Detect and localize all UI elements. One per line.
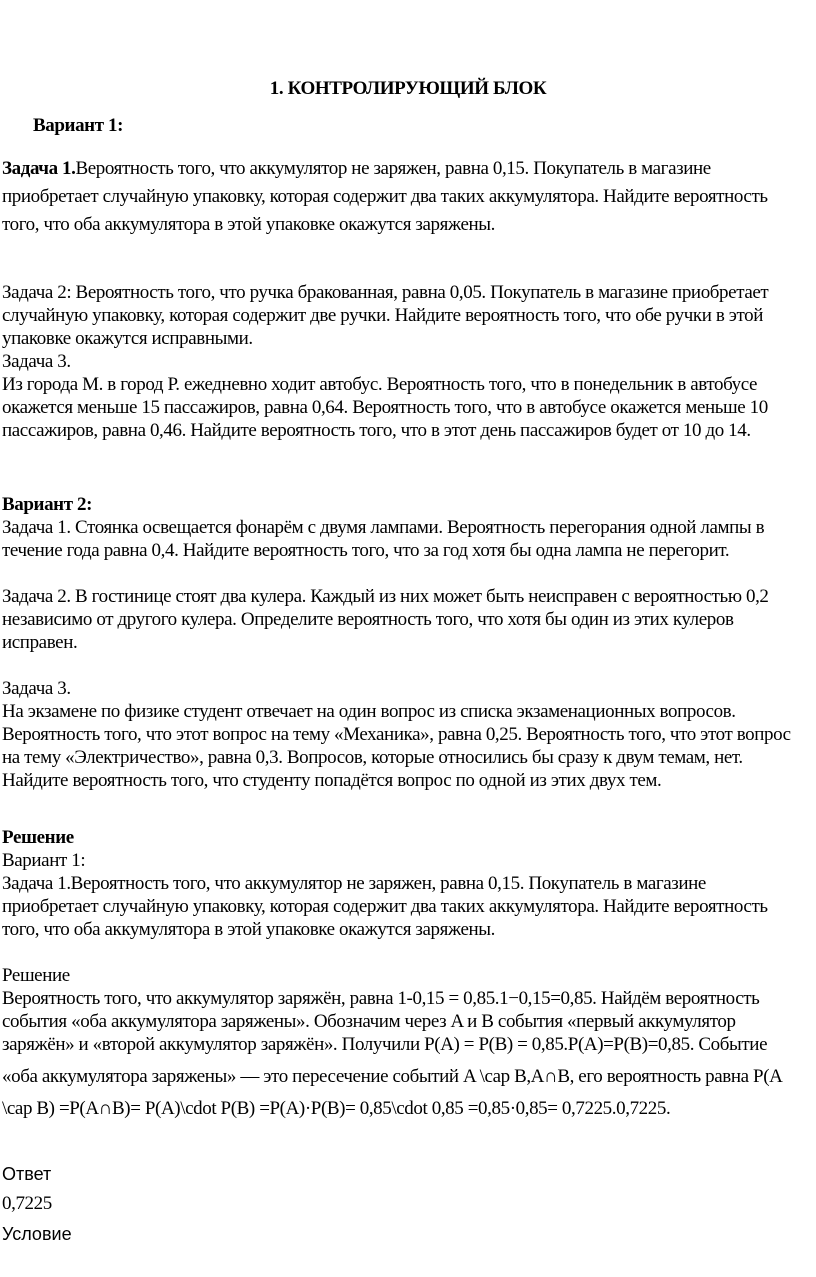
variant-2 bbox=[2, 493, 812, 792]
v1-task-1-line-2: приобретает случайную упаковку, которая содержит два таких аккумулятора. Найдите вероятность bbox=[2, 186, 768, 207]
v2-task-3-line-1: Задача 3. bbox=[2, 678, 71, 699]
v2-task-1-line-1: Задача 1. Стоянка освещается фонарём с двумя лампами. Вероятность перегорания одной лампы в bbox=[2, 517, 765, 538]
v2-task-1-line-2: течение года равна 0,4. Найдите вероятность того, что за год хотя бы одна лампа не перегорит. bbox=[2, 540, 730, 561]
variant-1-title: Вариант 1: bbox=[33, 115, 124, 136]
v2-task-2-line-2: независимо от другого кулера. Определите вероятность того, что хотя бы один из этих кулеров bbox=[2, 609, 734, 630]
v1-task-3-line-1: Задача 3. bbox=[2, 351, 71, 372]
spacer bbox=[2, 654, 812, 677]
answer-label: Ответ bbox=[2, 1164, 52, 1184]
solution-task-line-1: Задача 1.Вероятность того, что аккумулятор не заряжен, равна 0,15. Покупатель в магазине bbox=[2, 873, 706, 894]
condition-label: Условие bbox=[2, 1224, 72, 1244]
v1-task-1-label: Задача 1. bbox=[2, 158, 76, 179]
v1-task-2-line-2: случайную упаковку, которая содержит две ручки. Найдите вероятность того, что обе ручки в этой bbox=[2, 305, 764, 326]
v1-task-1-line-1: Задача 1.Вероятность того, что аккумулятор не заряжен, равна 0,15. Покупатель в магазине bbox=[2, 158, 711, 179]
v2-task-3-line-3: Вероятность того, что этот вопрос на тему «Механика», равна 0,25. Вероятность того, что этот вопрос bbox=[2, 724, 791, 745]
solution-task-line-3: того, что оба аккумулятора в этой упаковке окажутся заряжены. bbox=[2, 919, 495, 940]
v2-task-2-line-1: Задача 2. В гостинице стоят два кулера. Каждый из них может быть неисправен с вероятностью 0,2 bbox=[2, 586, 769, 607]
solution-section bbox=[2, 826, 812, 1120]
v2-task-2-line-3: исправен. bbox=[2, 632, 78, 653]
section-heading: 1. КОНТРОЛИРУЮЩИЙ БЛОК bbox=[269, 78, 547, 99]
solution-word: Решение bbox=[2, 965, 70, 986]
answer-value: 0,7225 bbox=[2, 1193, 52, 1214]
v1-task-3-line-2: Из города М. в город Р. ежедневно ходит автобус. Вероятность того, что в понедельник в автобусе bbox=[2, 374, 758, 395]
v1-task-2 bbox=[2, 281, 812, 442]
v1-task-2-line-3: упаковке окажутся исправными. bbox=[2, 328, 253, 349]
solution-title: Решение bbox=[2, 827, 74, 848]
v1-task-1 bbox=[2, 157, 812, 236]
v1-task-3-line-3: окажется меньше 15 пассажиров, равна 0,64. Вероятность того, что в автобусе окажется меньше 10 bbox=[2, 397, 768, 418]
v2-task-3-line-2: На экзамене по физике студент отвечает на один вопрос из списка экзаменационных вопросов. bbox=[2, 701, 736, 722]
solution-variant-line: Вариант 1: bbox=[2, 850, 86, 871]
v1-task-3-line-4: пассажиров, равна 0,46. Найдите вероятность того, что в этот день пассажиров будет от 10 до 14. bbox=[2, 420, 751, 441]
v1-task-1-line-3: того, что оба аккумулятора в этой упаковке окажутся заряжены. bbox=[2, 214, 495, 235]
v2-task-3-line-5: Найдите вероятность того, что студенту попадётся вопрос по одной из этих двух тем. bbox=[2, 770, 662, 791]
v2-task-3-line-4: на тему «Электричество», равна 0,3. Вопросов, которые относились бы сразу к двум темам, нет. bbox=[2, 747, 743, 768]
solution-line-4: «оба аккумулятора заряжены» — это пересечение событий A \cap B,A∩B, его вероятность равна P(A bbox=[2, 1066, 783, 1087]
v1-task-2-line-1: Задача 2: Вероятность того, что ручка бракованная, равна 0,05. Покупатель в магазине приобретает bbox=[2, 282, 769, 303]
solution-line-5: \cap B) =P(A∩B)= P(A)\cdot P(B) =P(A)·P(B)= 0,85\cdot 0,85 =0,85·0,85= 0,7225.0,7225. bbox=[2, 1098, 671, 1119]
variant-2-title: Вариант 2: bbox=[2, 494, 93, 515]
spacer bbox=[2, 562, 812, 585]
solution-line-3: заряжён» и «второй аккумулятор заряжён». Получили P(A) = P(B) = 0,85.P(A)=P(B)=0,85. Событие bbox=[2, 1034, 768, 1055]
solution-line-1: Вероятность того, что аккумулятор заряжён, равна 1-0,15 = 0,85.1−0,15=0,85. Найдём вероятность bbox=[2, 988, 760, 1009]
solution-line-2: события «оба аккумулятора заряжены». Обозначим через A и B события «первый аккумулятор bbox=[2, 1011, 736, 1032]
spacer bbox=[2, 941, 812, 964]
solution-task-line-2: приобретает случайную упаковку, которая содержит два таких аккумулятора. Найдите вероятность bbox=[2, 896, 768, 917]
